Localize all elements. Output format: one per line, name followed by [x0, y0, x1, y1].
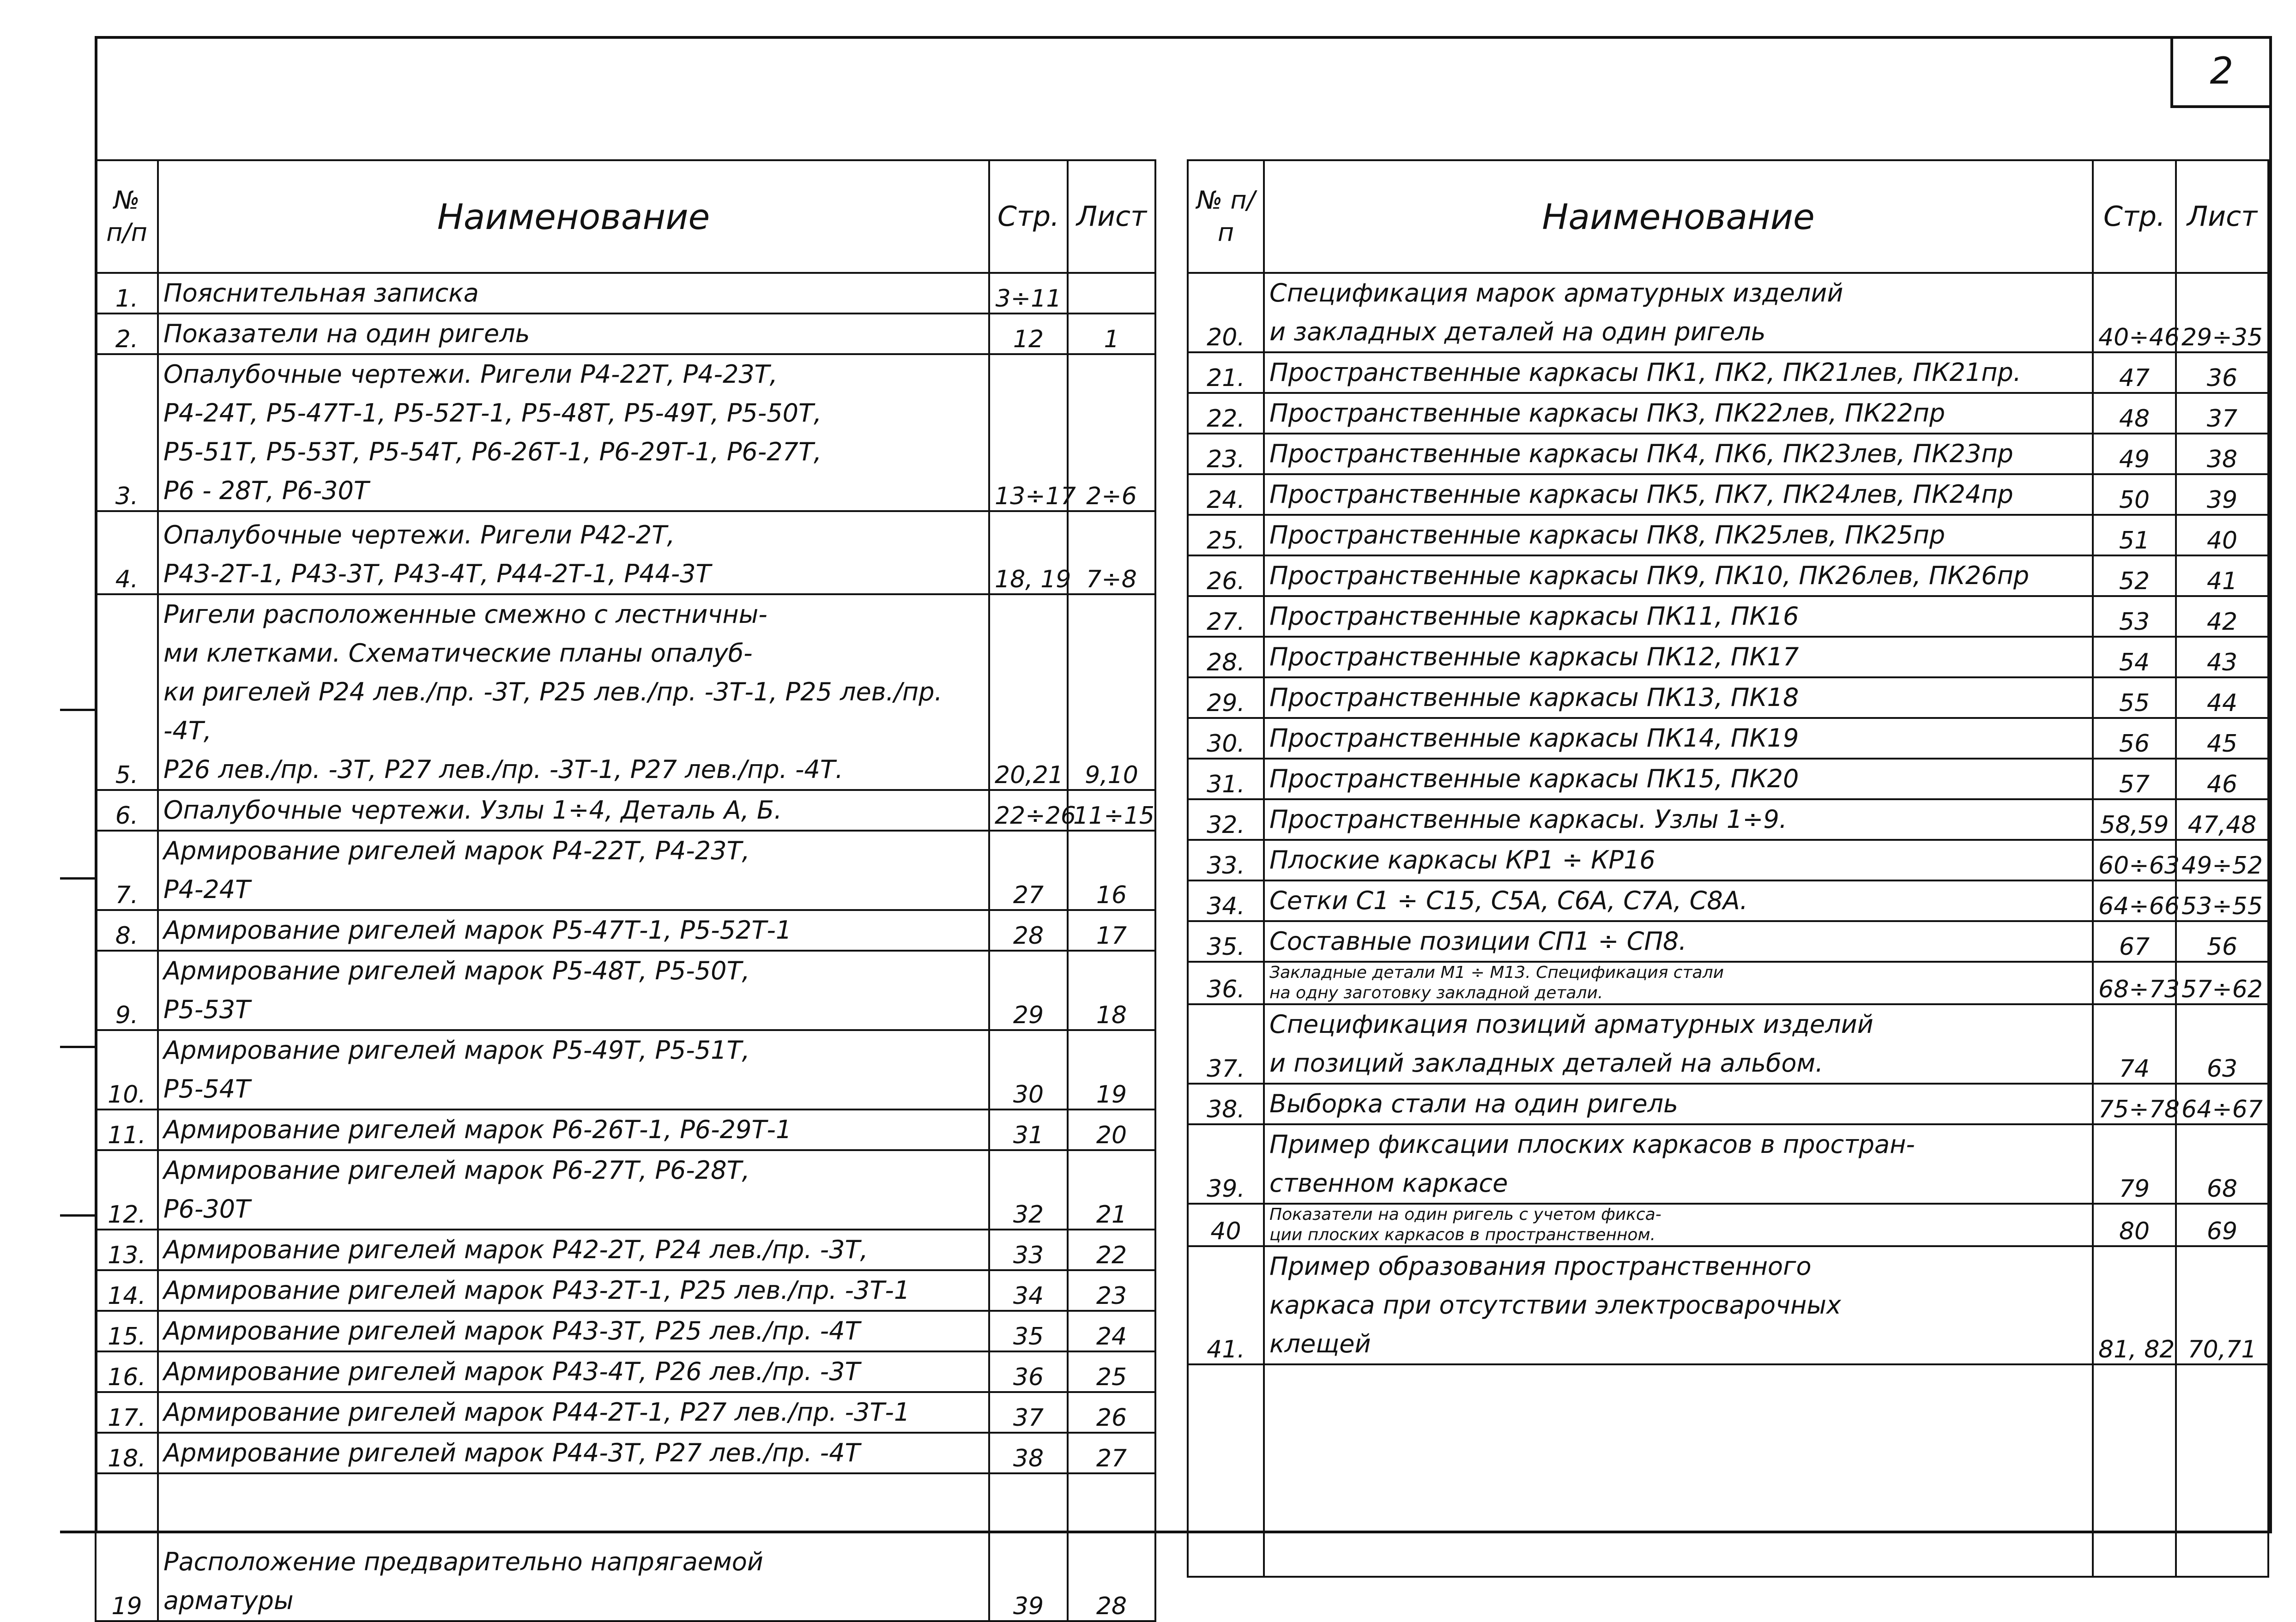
row-sheet: 23	[1068, 1270, 1155, 1311]
row-page: 74	[2093, 1004, 2176, 1084]
row-title: Пространственные каркасы ПК15, ПК20	[1264, 759, 2093, 799]
table-row	[96, 1109, 1155, 1150]
empty-cell	[2176, 1364, 2268, 1577]
table-row	[96, 1473, 1155, 1621]
table-row	[1188, 1246, 2268, 1364]
table-row	[1188, 840, 2268, 880]
row-number: 28.	[1188, 637, 1264, 677]
table-row	[96, 1311, 1155, 1351]
row-page: 40÷46	[2093, 273, 2176, 352]
row-page: 79	[2093, 1124, 2176, 1204]
row-page: 68÷73	[2093, 962, 2176, 1004]
table-row	[96, 354, 1155, 511]
row-title: Армирование ригелей марок Р4-22Т, Р4-23Т, Р4-24Т	[158, 831, 989, 910]
row-sheet: 27	[1068, 1433, 1155, 1473]
row-title: Пространственные каркасы ПК11, ПК16	[1264, 596, 2093, 637]
row-page: 35	[989, 1311, 1068, 1351]
row-sheet	[1068, 273, 1155, 314]
table-row	[96, 910, 1155, 951]
row-title: Опалубочные чертежи. Ригели Р42-2Т, Р43-2Т-1, Р43-3Т, Р43-4Т, Р44-2Т-1, Р44-3Т	[158, 511, 989, 594]
row-page: 12	[989, 314, 1068, 354]
table-header	[96, 160, 1155, 273]
row-number: 36.	[1188, 962, 1264, 1004]
row-title: Армирование ригелей марок Р5-48Т, Р5-50Т, Р5-53Т	[158, 951, 989, 1030]
row-title: Пример образования пространственного каркаса при отсутствии электросварочных клещей	[1264, 1246, 2093, 1364]
column-header-name: Наименование	[158, 160, 989, 273]
row-title: Пространственные каркасы ПК14, ПК19	[1264, 718, 2093, 759]
row-sheet: 38	[2176, 434, 2268, 474]
row-number: 37.	[1188, 1004, 1264, 1084]
row-sheet: 53÷55	[2176, 880, 2268, 921]
row-sheet: 36	[2176, 352, 2268, 393]
row-page: 53	[2093, 596, 2176, 637]
row-number: 5.	[96, 594, 158, 790]
row-number: 23.	[1188, 434, 1264, 474]
table-row	[96, 1030, 1155, 1109]
row-sheet: 40	[2176, 515, 2268, 555]
row-number: 29.	[1188, 677, 1264, 718]
row-number: 34.	[1188, 880, 1264, 921]
row-title: Опалубочные чертежи. Ригели Р4-22Т, Р4-23Т, Р4-24Т, Р5-47Т-1, Р5-52Т-1, Р5-48Т, Р5-49Т, Р5-50Т, Р5-51Т, Р5-53Т, Р5-54Т, Р6-26Т-1, Р6-29Т-1, Р6-27Т, Р6 - 28Т, Р6-30Т	[158, 354, 989, 511]
column-header-name: Наименование	[1264, 160, 2093, 273]
table-row	[96, 314, 1155, 354]
row-number: 25.	[1188, 515, 1264, 555]
row-sheet: 37	[2176, 393, 2268, 434]
row-page: 75÷78	[2093, 1084, 2176, 1124]
table-row	[1188, 962, 2268, 1004]
table-row	[1188, 921, 2268, 962]
empty-cell	[2093, 1364, 2176, 1577]
row-number: 14.	[96, 1270, 158, 1311]
table-row	[1188, 596, 2268, 637]
row-number: 2.	[96, 314, 158, 354]
table-row	[1188, 1084, 2268, 1124]
row-title: Показатели на один ригель с учетом фикса- ции плоских каркасов в пространственном.	[1264, 1204, 2093, 1246]
row-sheet: 41	[2176, 555, 2268, 596]
table-row	[1188, 393, 2268, 434]
binding-tick	[60, 877, 95, 880]
row-title: Пояснительная записка	[158, 273, 989, 314]
row-sheet: 24	[1068, 1311, 1155, 1351]
row-title: Спецификация позиций арматурных изделий и позиций закладных деталей на альбом.	[1264, 1004, 2093, 1084]
row-title: Пример фиксации плоских каркасов в простран- ственном каркасе	[1264, 1124, 2093, 1204]
row-title: Расположение предварительно напрягаемой арматуры	[158, 1473, 989, 1621]
row-number: 10.	[96, 1030, 158, 1109]
table-row	[1188, 1204, 2268, 1246]
row-sheet: 56	[2176, 921, 2268, 962]
row-title: Армирование ригелей марок Р6-26Т-1, Р6-29Т-1	[158, 1109, 989, 1150]
row-number: 13.	[96, 1230, 158, 1270]
table-row	[96, 1433, 1155, 1473]
row-title: Армирование ригелей марок Р6-27Т, Р6-28Т, Р6-30Т	[158, 1150, 989, 1230]
table-row	[1188, 718, 2268, 759]
contents-table-right	[1187, 159, 2269, 1578]
table-row	[96, 951, 1155, 1030]
table-row	[1188, 555, 2268, 596]
row-number: 3.	[96, 354, 158, 511]
table-row	[96, 1351, 1155, 1392]
table-row	[96, 1230, 1155, 1270]
row-page: 39	[989, 1473, 1068, 1621]
row-page: 56	[2093, 718, 2176, 759]
row-page: 28	[989, 910, 1068, 951]
row-page: 36	[989, 1351, 1068, 1392]
row-page: 55	[2093, 677, 2176, 718]
row-title: Пространственные каркасы ПК4, ПК6, ПК23лев, ПК23пр	[1264, 434, 2093, 474]
row-page: 34	[989, 1270, 1068, 1311]
row-page: 47	[2093, 352, 2176, 393]
column-header-page: Стр.	[989, 160, 1068, 273]
row-sheet: 28	[1068, 1473, 1155, 1621]
row-number: 1.	[96, 273, 158, 314]
row-page: 57	[2093, 759, 2176, 799]
empty-cell	[1264, 1364, 2093, 1577]
table-row	[1188, 677, 2268, 718]
row-number: 24.	[1188, 474, 1264, 515]
table-row	[1188, 474, 2268, 515]
column-header-page: Стр.	[2093, 160, 2176, 273]
row-number: 33.	[1188, 840, 1264, 880]
contents-table-left	[95, 159, 1156, 1622]
row-number: 18.	[96, 1433, 158, 1473]
row-title: Составные позиции СП1 ÷ СП8.	[1264, 921, 2093, 962]
row-sheet: 43	[2176, 637, 2268, 677]
table-row	[1188, 515, 2268, 555]
row-sheet: 22	[1068, 1230, 1155, 1270]
table-row-empty	[1188, 1364, 2268, 1577]
row-sheet: 63	[2176, 1004, 2268, 1084]
row-title: Закладные детали М1 ÷ М13. Спецификация стали на одну заготовку закладной детали.	[1264, 962, 2093, 1004]
row-sheet: 44	[2176, 677, 2268, 718]
table-row	[96, 1150, 1155, 1230]
table-row	[1188, 799, 2268, 840]
table-row	[96, 1270, 1155, 1311]
row-title: Пространственные каркасы ПК3, ПК22лев, ПК22пр	[1264, 393, 2093, 434]
row-sheet: 45	[2176, 718, 2268, 759]
row-number: 16.	[96, 1351, 158, 1392]
table-header	[1188, 160, 2268, 273]
row-sheet: 20	[1068, 1109, 1155, 1150]
row-page: 48	[2093, 393, 2176, 434]
row-sheet: 26	[1068, 1392, 1155, 1433]
row-page: 27	[989, 831, 1068, 910]
table-row	[1188, 1124, 2268, 1204]
table-row	[96, 831, 1155, 910]
row-title: Пространственные каркасы ПК8, ПК25лев, ПК25пр	[1264, 515, 2093, 555]
row-sheet: 70,71	[2176, 1246, 2268, 1364]
row-page: 18, 19	[989, 511, 1068, 594]
row-page: 37	[989, 1392, 1068, 1433]
row-title: Армирование ригелей марок Р43-2Т-1, Р25 лев./пр. -3Т-1	[158, 1270, 989, 1311]
row-page: 22÷26	[989, 790, 1068, 831]
row-sheet: 47,48	[2176, 799, 2268, 840]
row-page: 64÷66	[2093, 880, 2176, 921]
row-sheet: 68	[2176, 1124, 2268, 1204]
row-number: 4.	[96, 511, 158, 594]
row-title: Пространственные каркасы ПК9, ПК10, ПК26лев, ПК26пр	[1264, 555, 2093, 596]
row-title: Пространственные каркасы ПК12, ПК17	[1264, 637, 2093, 677]
row-page: 32	[989, 1150, 1068, 1230]
binding-tick	[60, 1046, 95, 1048]
row-title: Армирование ригелей марок Р5-49Т, Р5-51Т, Р5-54Т	[158, 1030, 989, 1109]
row-sheet: 18	[1068, 951, 1155, 1030]
row-sheet: 46	[2176, 759, 2268, 799]
table-row	[1188, 273, 2268, 352]
row-number: 35.	[1188, 921, 1264, 962]
row-number: 17.	[96, 1392, 158, 1433]
row-number: 11.	[96, 1109, 158, 1150]
table-row	[1188, 759, 2268, 799]
row-sheet: 7÷8	[1068, 511, 1155, 594]
row-page: 49	[2093, 434, 2176, 474]
row-number: 22.	[1188, 393, 1264, 434]
row-sheet: 21	[1068, 1150, 1155, 1230]
row-number: 39.	[1188, 1124, 1264, 1204]
table-row	[96, 790, 1155, 831]
column-header-sheet: Лист	[1068, 160, 1155, 273]
row-sheet: 16	[1068, 831, 1155, 910]
row-page: 30	[989, 1030, 1068, 1109]
row-page: 67	[2093, 921, 2176, 962]
row-page: 52	[2093, 555, 2176, 596]
row-title: Армирование ригелей марок Р42-2Т, Р24 лев./пр. -3Т,	[158, 1230, 989, 1270]
sheet-number: 2	[2170, 36, 2270, 108]
row-sheet: 2÷6	[1068, 354, 1155, 511]
row-title: Сетки С1 ÷ С15, С5А, С6А, С7А, С8А.	[1264, 880, 2093, 921]
row-sheet: 9,10	[1068, 594, 1155, 790]
row-number: 32.	[1188, 799, 1264, 840]
row-page: 38	[989, 1433, 1068, 1473]
row-number: 27.	[1188, 596, 1264, 637]
row-sheet: 19	[1068, 1030, 1155, 1109]
row-page: 54	[2093, 637, 2176, 677]
row-title: Опалубочные чертежи. Узлы 1÷4, Деталь А, Б.	[158, 790, 989, 831]
row-page: 51	[2093, 515, 2176, 555]
binding-tick	[60, 1214, 95, 1217]
row-sheet: 11÷15	[1068, 790, 1155, 831]
row-number: 15.	[96, 1311, 158, 1351]
row-page: 50	[2093, 474, 2176, 515]
row-page: 3÷11	[989, 273, 1068, 314]
row-sheet: 69	[2176, 1204, 2268, 1246]
row-number: 26.	[1188, 555, 1264, 596]
table-row	[96, 511, 1155, 594]
table-row	[96, 1392, 1155, 1433]
row-title: Ригели расположенные смежно с лестничны- ми клетками. Схематические планы опалуб- ки ригелей Р24 лев./пр. -3Т, Р25 лев./пр. -3Т-1, Р25 лев./пр. -4Т, Р26 лев./пр. -3Т, Р27 лев./пр. -3Т-1, Р27 лев./пр. -4Т.	[158, 594, 989, 790]
row-page: 20,21	[989, 594, 1068, 790]
row-title: Пространственные каркасы ПК1, ПК2, ПК21лев, ПК21пр.	[1264, 352, 2093, 393]
row-sheet: 1	[1068, 314, 1155, 354]
row-sheet: 64÷67	[2176, 1084, 2268, 1124]
row-number: 12.	[96, 1150, 158, 1230]
row-number: 9.	[96, 951, 158, 1030]
row-title: Пространственные каркасы ПК5, ПК7, ПК24лев, ПК24пр	[1264, 474, 2093, 515]
table-row	[96, 273, 1155, 314]
empty-cell	[1188, 1364, 1264, 1577]
row-title: Выборка стали на один ригель	[1264, 1084, 2093, 1124]
table-row	[1188, 434, 2268, 474]
column-header-sheet: Лист	[2176, 160, 2268, 273]
table-row	[1188, 1004, 2268, 1084]
row-title: Пространственные каркасы ПК13, ПК18	[1264, 677, 2093, 718]
table-row	[96, 594, 1155, 790]
row-sheet: 49÷52	[2176, 840, 2268, 880]
row-number: 30.	[1188, 718, 1264, 759]
row-title: Показатели на один ригель	[158, 314, 989, 354]
row-number: 41.	[1188, 1246, 1264, 1364]
binding-tick	[60, 709, 95, 711]
row-title: Плоские каркасы КР1 ÷ КР16	[1264, 840, 2093, 880]
row-number: 6.	[96, 790, 158, 831]
row-title: Армирование ригелей марок Р43-4Т, Р26 лев./пр. -3Т	[158, 1351, 989, 1392]
row-title: Армирование ригелей марок Р43-3Т, Р25 лев./пр. -4Т	[158, 1311, 989, 1351]
table-row	[1188, 880, 2268, 921]
row-number: 20.	[1188, 273, 1264, 352]
row-page: 33	[989, 1230, 1068, 1270]
row-title: Пространственные каркасы. Узлы 1÷9.	[1264, 799, 2093, 840]
row-number: 7.	[96, 831, 158, 910]
row-sheet: 25	[1068, 1351, 1155, 1392]
row-number: 21.	[1188, 352, 1264, 393]
row-page: 81, 82	[2093, 1246, 2176, 1364]
column-header-number: № п/п	[1188, 160, 1264, 273]
row-page: 29	[989, 951, 1068, 1030]
row-sheet: 17	[1068, 910, 1155, 951]
row-page: 13÷17	[989, 354, 1068, 511]
column-header-number: № п/п	[96, 160, 158, 273]
table-row	[1188, 637, 2268, 677]
row-page: 58,59	[2093, 799, 2176, 840]
row-page: 60÷63	[2093, 840, 2176, 880]
row-title: Армирование ригелей марок Р44-3Т, Р27 лев./пр. -4Т	[158, 1433, 989, 1473]
row-page: 80	[2093, 1204, 2176, 1246]
row-number: 8.	[96, 910, 158, 951]
row-number: 19	[96, 1473, 158, 1621]
row-page: 31	[989, 1109, 1068, 1150]
row-number: 40	[1188, 1204, 1264, 1246]
table-row	[1188, 352, 2268, 393]
row-sheet: 39	[2176, 474, 2268, 515]
row-number: 31.	[1188, 759, 1264, 799]
row-title: Армирование ригелей марок Р44-2Т-1, Р27 лев./пр. -3Т-1	[158, 1392, 989, 1433]
row-number: 38.	[1188, 1084, 1264, 1124]
row-sheet: 57÷62	[2176, 962, 2268, 1004]
row-sheet: 42	[2176, 596, 2268, 637]
row-title: Спецификация марок арматурных изделий и закладных деталей на один ригель	[1264, 273, 2093, 352]
row-title: Армирование ригелей марок Р5-47Т-1, Р5-52Т-1	[158, 910, 989, 951]
row-sheet: 29÷35	[2176, 273, 2268, 352]
